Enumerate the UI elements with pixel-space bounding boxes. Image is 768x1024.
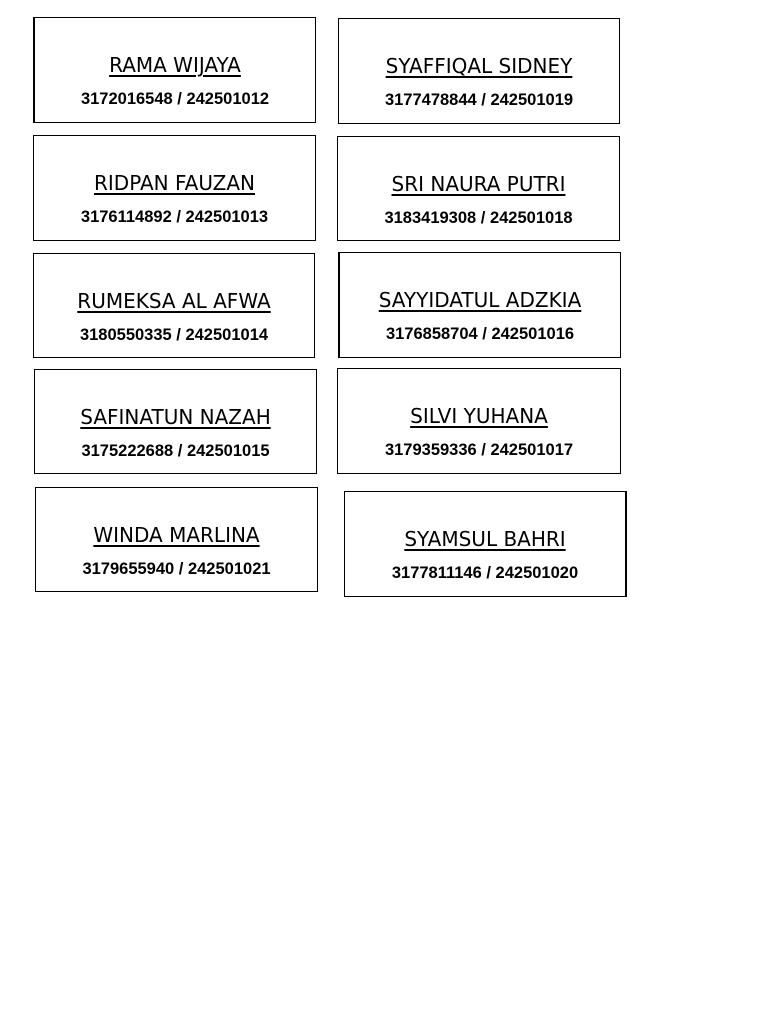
card-name: SILVI YUHANA [410,404,548,428]
name-card [34,369,317,474]
name-card [33,253,315,358]
card-ids: 3179655940 / 242501021 [82,560,271,578]
card-ids: 3179359336 / 242501017 [384,441,574,459]
name-card [337,368,621,474]
card-name: SRI NAURA PUTRI [391,172,566,196]
name-card [35,487,318,592]
name-card [33,17,316,123]
card-name: RAMA WIJAYA [109,53,241,77]
name-card [338,18,620,124]
card-name: WINDA MARLINA [93,523,260,547]
card-ids: 3177478844 / 242501019 [384,91,574,109]
card-name: SYAFFIQAL SIDNEY [385,54,573,78]
card-ids: 3176858704 / 242501016 [385,325,575,343]
name-card [33,135,316,241]
card-name: SYAMSUL BAHRI [404,527,566,551]
name-card [338,252,621,358]
card-name: SAYYIDATUL ADZKIA [378,288,582,312]
card-name: RIDPAN FAUZAN [94,171,255,195]
card-name: SAFINATUN NAZAH [80,405,271,429]
card-ids: 3177811146 / 242501020 [391,564,579,582]
card-ids: 3180550335 / 242501014 [79,326,269,344]
card-ids: 3175222688 / 242501015 [81,442,270,460]
card-ids: 3172016548 / 242501012 [80,90,270,108]
card-name: RUMEKSA AL AFWA [77,289,271,313]
name-card [337,136,620,241]
card-ids: 3183419308 / 242501018 [384,209,573,227]
card-ids: 3176114892 / 242501013 [80,208,269,226]
name-card [344,491,627,597]
